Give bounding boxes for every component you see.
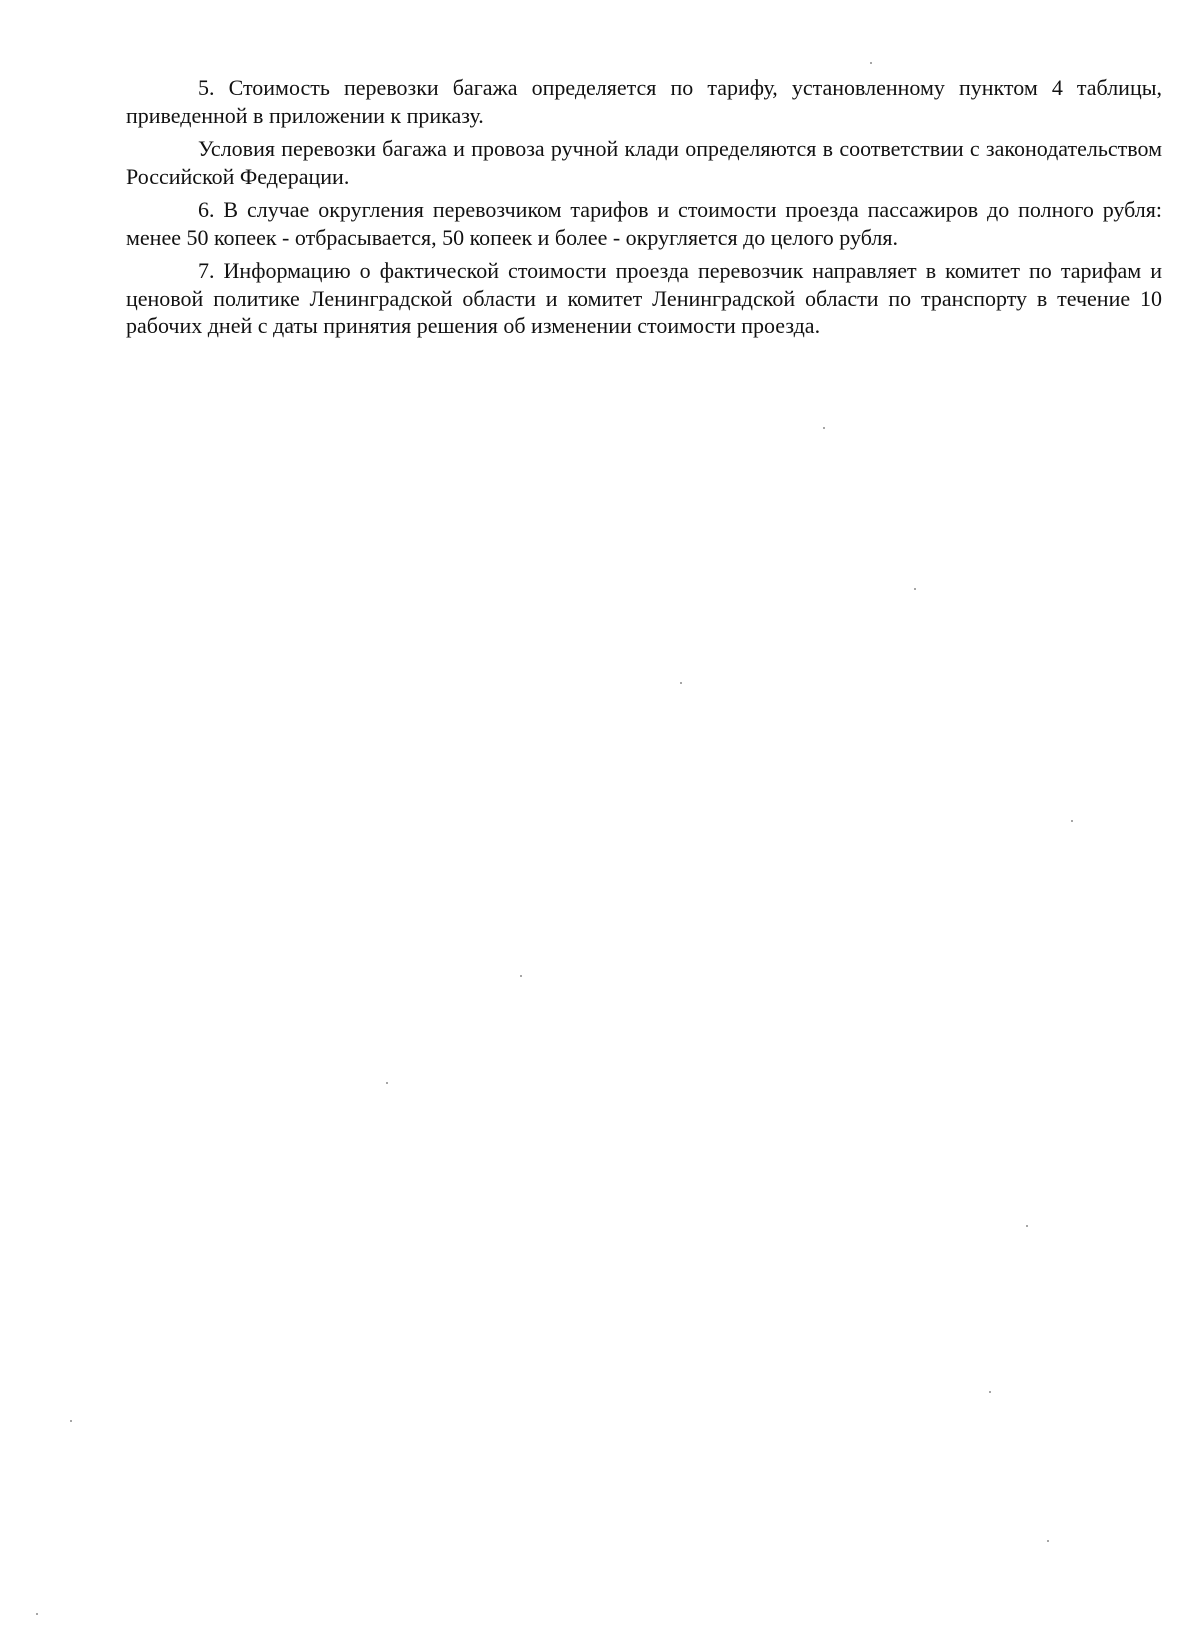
scan-speck [1047, 1540, 1049, 1542]
scan-speck [914, 588, 916, 590]
scan-speck [1071, 820, 1073, 822]
scan-speck [870, 62, 872, 64]
scan-speck [823, 427, 825, 429]
paragraph-rounding: 6. В случае округления перевозчиком тарифов и стоимости проезда пассажиров до полного рубля: менее 50 копеек - отбрасывается, 50 копеек и более - округляется до целого рубля. [126, 197, 1162, 250]
scan-speck [989, 1391, 991, 1393]
paragraph-fare-information: 7. Информацию о фактической стоимости проезда перевозчик направляет в комитет по тарифам и ценовой политике Ленинградской области и комитет Ленинградской области по транспорту в течение 10 рабочих дней с даты принятия решения об изменении стоимости проезда. [126, 258, 1162, 338]
scan-speck [520, 975, 522, 977]
scan-speck [36, 1613, 38, 1615]
scan-speck [680, 682, 682, 684]
document-body [126, 74, 1162, 346]
scan-speck [1026, 1225, 1028, 1227]
scan-speck [70, 1420, 72, 1422]
paragraph-baggage-cost: 5. Стоимость перевозки багажа определяется по тарифу, установленному пунктом 4 таблицы, приведенной в приложении к приказу. [126, 75, 1162, 128]
scan-speck [386, 1082, 388, 1084]
paragraph-baggage-conditions: Условия перевозки багажа и провоза ручной клади определяются в соответствии с законодательством Российской Федерации. [126, 136, 1162, 189]
